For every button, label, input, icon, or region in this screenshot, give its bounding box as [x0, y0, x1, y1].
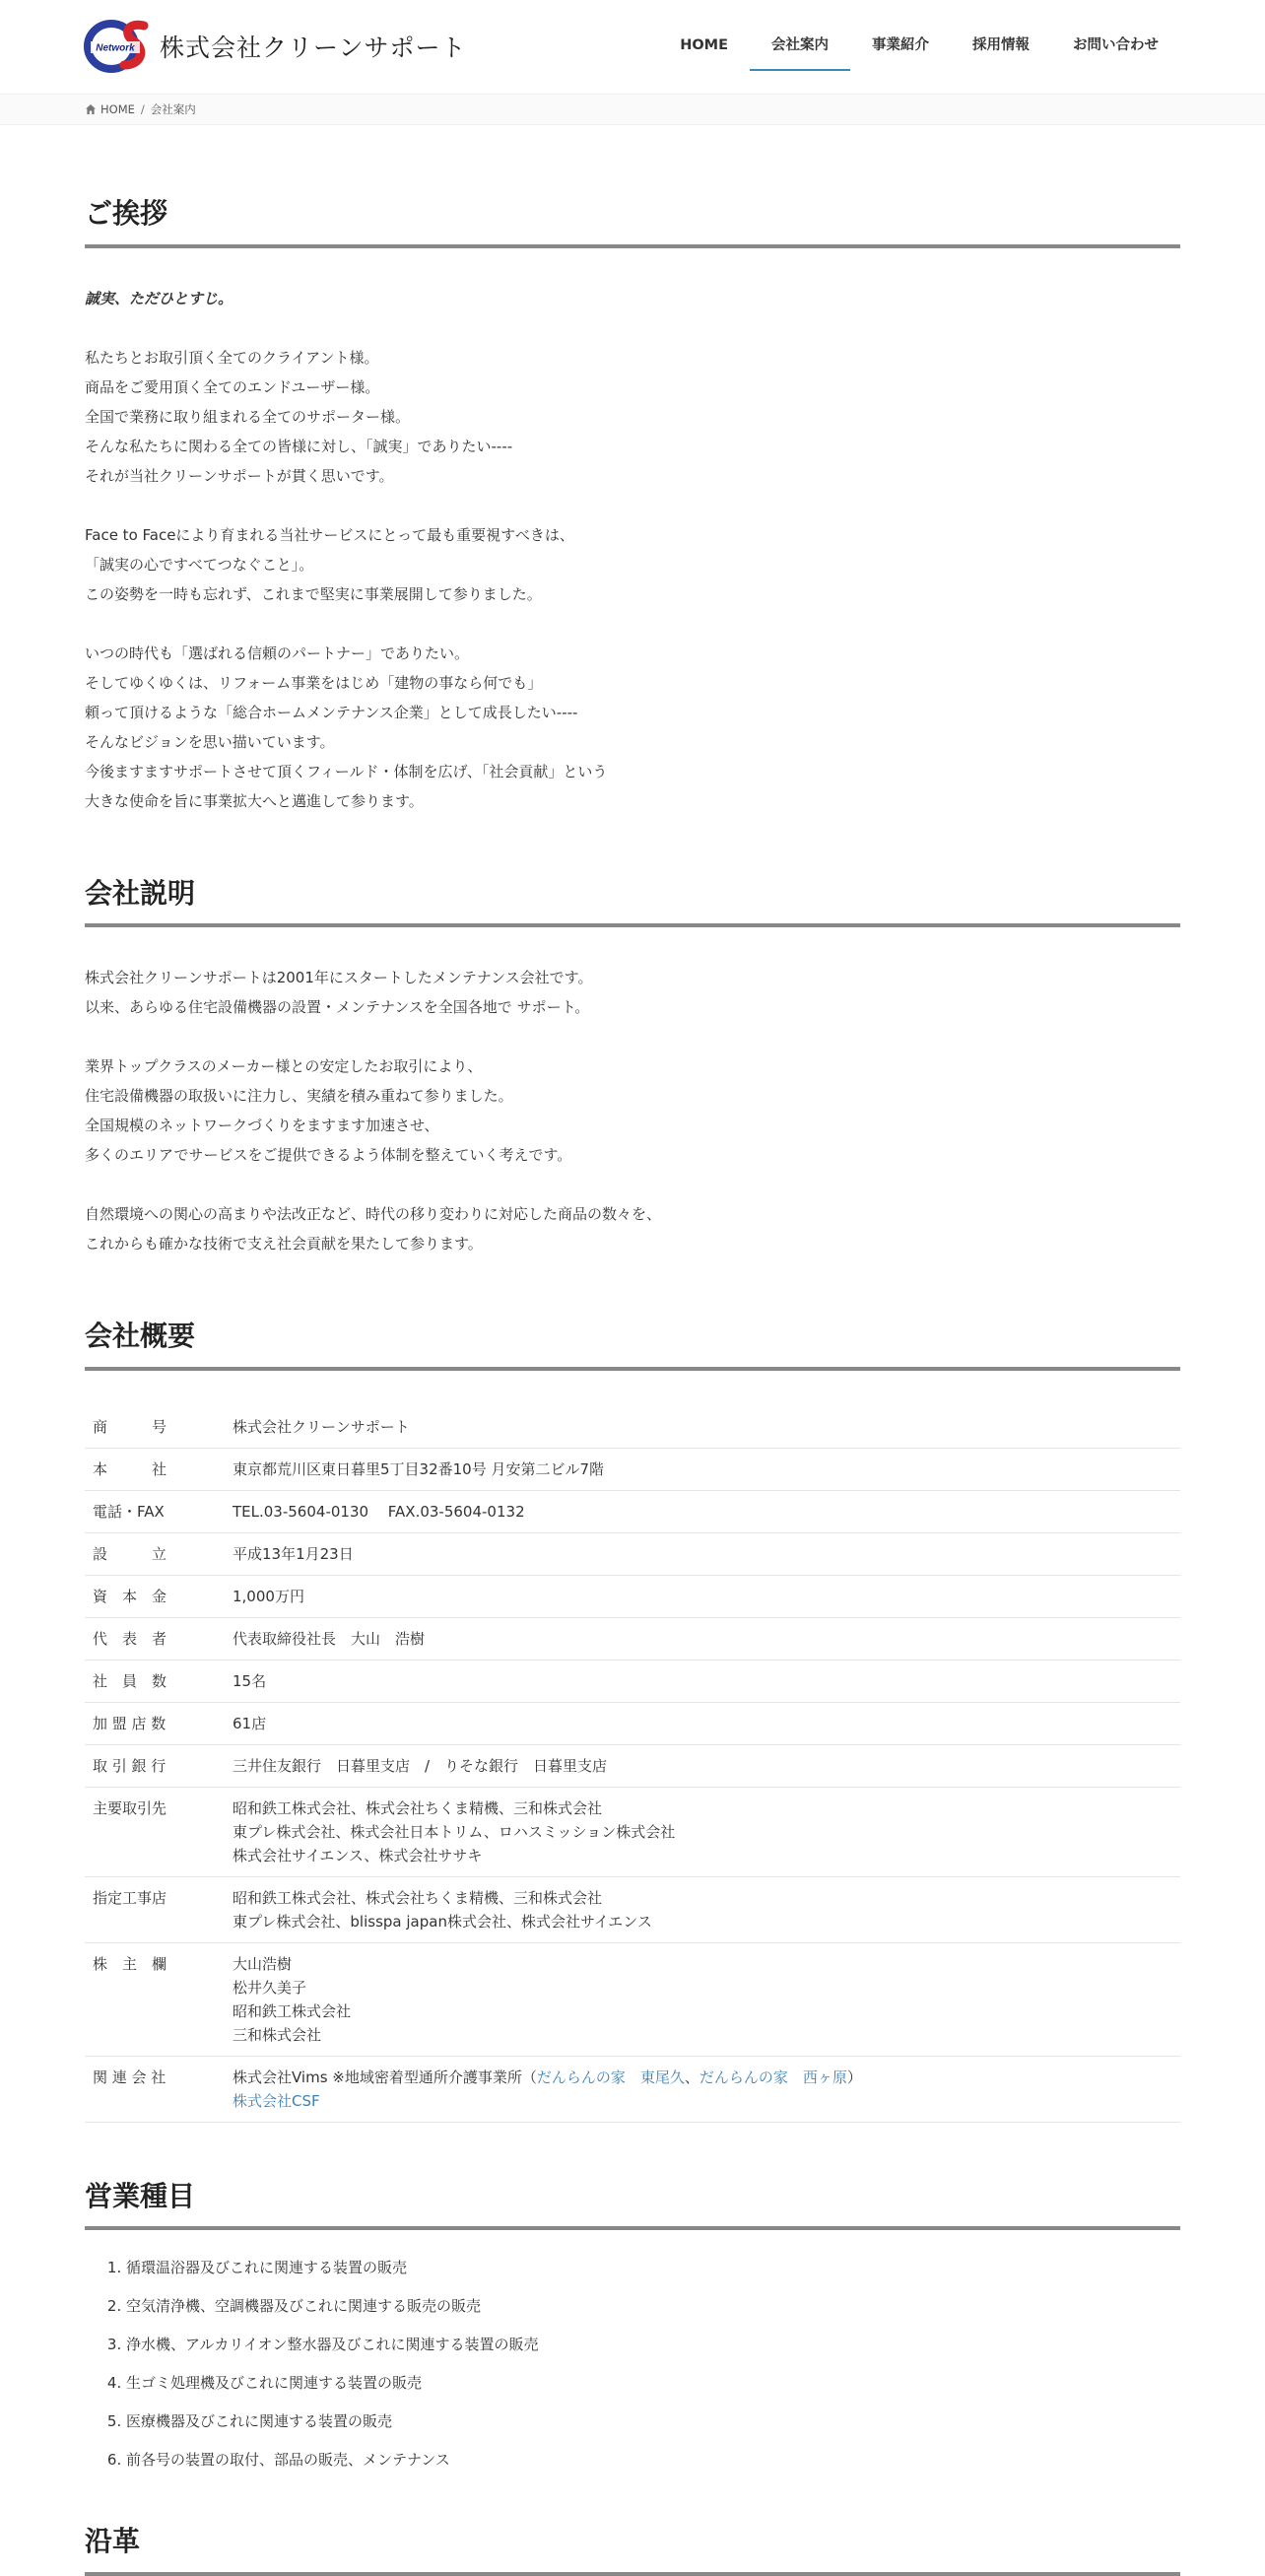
table-row: [85, 1942, 1180, 2056]
row-value: [217, 2056, 1180, 2122]
business-list: [85, 2256, 1180, 2472]
value-line: 昭和鉄工株式会社: [233, 2001, 352, 2020]
nav-contact[interactable]: お問い合わせ: [1073, 37, 1159, 53]
affiliate-link-higashiogu[interactable]: だんらんの家 東尾久: [536, 2068, 685, 2086]
nav-company[interactable]: 会社案内: [750, 22, 850, 69]
affiliate-text: 株式会社Vims ※地域密着型通所介護事業所（: [233, 2068, 537, 2086]
nav-home[interactable]: HOME: [680, 37, 728, 53]
value-line: 株式会社クリーンサポート: [233, 1417, 410, 1436]
row-label: 主要取引先: [85, 1787, 217, 1876]
value-line: 1,000万円: [233, 1587, 304, 1605]
row-value: [217, 1617, 1180, 1660]
text-line: 株式会社クリーンサポートは2001年にスタートしたメンテナンス会社です。: [85, 969, 593, 987]
text-line: この姿勢を一時も忘れず、これまで堅実に事業展開して参りました。: [85, 584, 542, 603]
company-logo-icon: [85, 20, 160, 73]
company-name: 株式会社クリーンサポート: [160, 34, 467, 62]
site-logo[interactable]: [85, 20, 467, 73]
description-body: [85, 963, 1180, 1258]
main-content: [85, 124, 1180, 2576]
row-label: 指定工事店: [85, 1876, 217, 1942]
affiliate-link-csf[interactable]: 株式会社CSF: [233, 2091, 320, 2110]
value-line: 昭和鉄工株式会社、株式会社ちくま精機、三和株式会社: [233, 1798, 603, 1817]
text-line: それが当社クリーンサポートが貫く思いです。: [85, 466, 394, 485]
row-value: [217, 1787, 1180, 1876]
row-value: [217, 1942, 1180, 2056]
company-profile-table: [85, 1406, 1180, 2123]
table-row: [85, 1575, 1180, 1617]
list-item: 6. 前各号の装置の取付、部品の販売、メンテナンス: [126, 2448, 1180, 2472]
list-item: 2. 空気清浄機、空調機器及びこれに関連する販売の販売: [126, 2294, 1180, 2318]
value-line: 平成13年1月23日: [233, 1544, 354, 1563]
value-line: TEL.03-5604-0130 FAX.03-5604-0132: [233, 1502, 525, 1521]
table-row: [85, 1744, 1180, 1787]
nav-recruit[interactable]: 採用情報: [972, 37, 1030, 53]
list-item: 1. 循環温浴器及びこれに関連する装置の販売: [126, 2256, 1180, 2279]
affiliate-link-nishigahara[interactable]: だんらんの家 西ヶ原: [699, 2068, 847, 2086]
greeting-body: [85, 284, 1180, 816]
table-row: [85, 1406, 1180, 1449]
greeting-slogan: 誠実、ただひとすじ。: [85, 289, 233, 307]
breadcrumb-separator: /: [140, 102, 145, 116]
text-line: 今後ますますサポートさせて頂くフィールド・体制を広げ、「社会貢献」という: [85, 762, 608, 780]
text-line: Face to Faceにより育まれる当社サービスにとって最も重要視すべきは、: [85, 525, 574, 544]
text-line: これからも確かな技術で支え社会貢献を果たして参ります。: [85, 1235, 483, 1254]
value-line: 東プレ株式会社、blisspa japan株式会社、株式会社サイエンス: [233, 1912, 652, 1931]
breadcrumb: [85, 95, 196, 124]
value-line: 松井久美子: [233, 1978, 307, 1997]
row-label: 電話・FAX: [85, 1490, 217, 1532]
text-line: そんな私たちに関わる全ての皆様に対し、「誠実」でありたい----: [85, 437, 513, 455]
text-line: いつの時代も「選ばれる信頼のパートナー」でありたい。: [85, 644, 470, 662]
text-line: 頼って頂けるような「総合ホームメンテナンス企業」として成長したい----: [85, 703, 578, 721]
value-line: [233, 2066, 1170, 2089]
table-row: [85, 1787, 1180, 1876]
value-line: [233, 2089, 1170, 2113]
global-nav: [658, 22, 1180, 69]
row-value: [217, 1744, 1180, 1787]
row-label: 株 主 欄: [85, 1942, 217, 2056]
text-line: 以来、あらゆる住宅設備機器の設置・メンテナンスを全国各地で サポート。: [85, 998, 590, 1017]
row-label: 資 本 金: [85, 1575, 217, 1617]
value-line: 東プレ株式会社、株式会社日本トリム、ロハスミッション株式会社: [233, 1822, 676, 1841]
home-icon: [85, 103, 97, 115]
greeting-heading: ご挨拶: [85, 197, 1180, 248]
row-value: [217, 1575, 1180, 1617]
text-line: 住宅設備機器の取扱いに注力し、実績を積み重ねて参りました。: [85, 1087, 513, 1106]
row-value: [217, 1660, 1180, 1702]
table-row: [85, 2056, 1180, 2122]
row-value: [217, 1490, 1180, 1532]
value-line: 大山浩樹: [233, 1954, 293, 1973]
nav-business[interactable]: 事業紹介: [872, 37, 929, 53]
row-value: [217, 1448, 1180, 1490]
business-heading: 営業種目: [85, 2180, 1180, 2231]
description-paragraph: [85, 1051, 1180, 1170]
greeting-paragraph: [85, 520, 1180, 609]
breadcrumb-bar: [0, 95, 1265, 125]
greeting-paragraph: [85, 639, 1180, 816]
list-item: 4. 生ゴミ処理機及びこれに関連する装置の販売: [126, 2371, 1180, 2395]
affiliate-separator: 、: [684, 2068, 699, 2086]
table-row: [85, 1876, 1180, 1942]
text-line: 全国で業務に取り組まれる全てのサポーター様。: [85, 407, 411, 426]
table-row: [85, 1702, 1180, 1744]
row-label: 関 連 会 社: [85, 2056, 217, 2122]
table-row: [85, 1617, 1180, 1660]
row-label: 取 引 銀 行: [85, 1744, 217, 1787]
text-line: そんなビジョンを思い描いています。: [85, 732, 335, 751]
value-line: 株式会社サイエンス、株式会社ササキ: [233, 1846, 483, 1864]
row-label: 本 社: [85, 1448, 217, 1490]
value-line: 代表取締役社長 大山 浩樹: [233, 1629, 426, 1648]
value-line: 15名: [233, 1671, 267, 1690]
description-paragraph: [85, 963, 1180, 1022]
overview-heading: 会社概要: [85, 1320, 1180, 1371]
table-row: [85, 1660, 1180, 1702]
row-label: 加 盟 店 数: [85, 1702, 217, 1744]
greeting-paragraph: [85, 343, 1180, 491]
text-line: 自然環境への関心の高まりや法改正など、時代の移り変わりに対応した商品の数々を、: [85, 1205, 662, 1224]
table-row: [85, 1490, 1180, 1532]
history-heading: 沿革: [85, 2525, 1180, 2576]
value-line: 61店: [233, 1714, 267, 1732]
table-row: [85, 1448, 1180, 1490]
description-heading: 会社説明: [85, 877, 1180, 928]
breadcrumb-home-label: HOME: [100, 102, 135, 116]
list-item: 5. 医療機器及びこれに関連する装置の販売: [126, 2409, 1180, 2433]
text-line: 業界トップクラスのメーカー様との安定したお取引により、: [85, 1057, 483, 1076]
breadcrumb-current: 会社案内: [150, 102, 196, 116]
text-line: 大きな使命を旨に事業拡大へと邁進して参ります。: [85, 791, 424, 810]
breadcrumb-home-link[interactable]: [85, 102, 135, 116]
list-item: 3. 浄水機、アルカリイオン整水器及びこれに関連する装置の販売: [126, 2333, 1180, 2356]
row-value: [217, 1876, 1180, 1942]
logo-network-text: Network: [96, 42, 135, 54]
text-line: 私たちとお取引頂く全てのクライアント様。: [85, 348, 379, 367]
site-header: [0, 0, 1265, 95]
row-label: 代 表 者: [85, 1617, 217, 1660]
row-label: 設 立: [85, 1532, 217, 1575]
value-line: 昭和鉄工株式会社、株式会社ちくま精機、三和株式会社: [233, 1888, 603, 1907]
value-line: 三和株式会社: [233, 2025, 322, 2044]
value-line: 東京都荒川区東日暮里5丁目32番10号 月安第二ビル7階: [233, 1459, 605, 1478]
text-line: 多くのエリアでサービスをご提供できるよう体制を整えていく考えです。: [85, 1146, 572, 1165]
description-paragraph: [85, 1199, 1180, 1258]
text-line: 「誠実の心ですべてつなぐこと」。: [85, 555, 314, 574]
value-line: 三井住友銀行 日暮里支店 / りそな銀行 日暮里支店: [233, 1756, 608, 1775]
row-value: [217, 1532, 1180, 1575]
affiliate-close: ）: [846, 2068, 862, 2086]
row-value: [217, 1702, 1180, 1744]
text-line: そしてゆくゆくは、リフォーム事業をはじめ「建物の事なら何でも」: [85, 673, 543, 692]
row-label: 社 員 数: [85, 1660, 217, 1702]
row-value: [217, 1406, 1180, 1449]
row-label: 商 号: [85, 1406, 217, 1449]
table-row: [85, 1532, 1180, 1575]
text-line: 商品をご愛用頂く全てのエンドユーザー様。: [85, 377, 380, 396]
text-line: 全国規模のネットワークづくりをますます加速させ、: [85, 1117, 439, 1135]
